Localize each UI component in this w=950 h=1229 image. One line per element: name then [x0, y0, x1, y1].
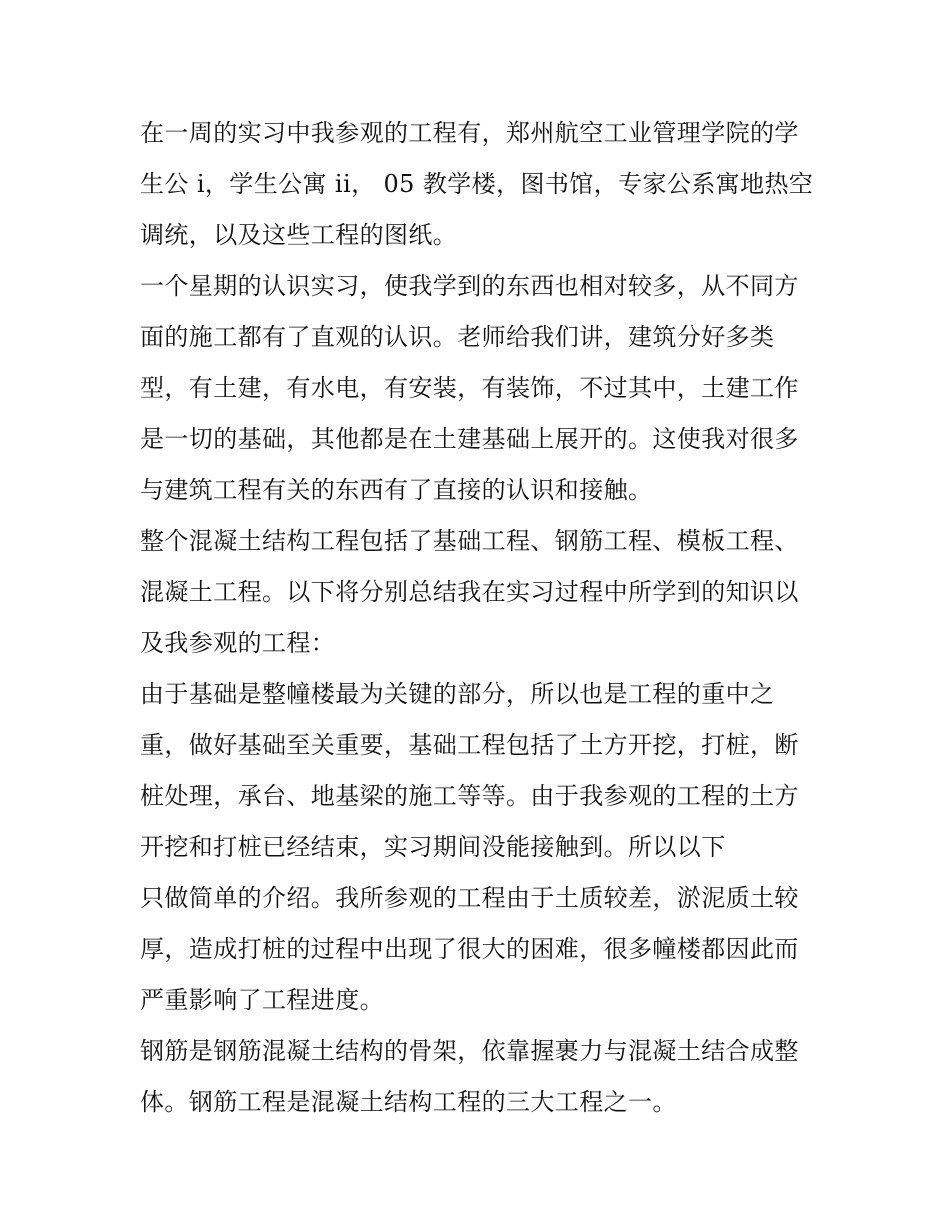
text-line: 与建筑工程有关的东西有了直接的认识和接触。	[140, 476, 653, 504]
text-line: 桩处理，承台、地基梁的施工等等。由于我参观的工程的土方	[140, 782, 799, 810]
text-line: 及我参观的工程：	[140, 629, 336, 657]
text-line: 厚，造成打桩的过程中出现了很大的困难，很多幢楼都因此而	[140, 935, 799, 963]
text-line: 只做简单的介绍。我所参观的工程由于土质较差，淤泥质土较	[140, 884, 799, 912]
document-body	[140, 108, 820, 1128]
text-line: 钢筋是钢筋混凝土结构的骨架，依靠握裹力与混凝土结合成整	[140, 1037, 799, 1065]
text-line: 是一切的基础，其他都是在土建基础上展开的。这使我对很多	[140, 425, 799, 453]
text-line: 由于基础是整幢楼最为关键的部分，所以也是工程的重中之	[140, 680, 775, 708]
text-line: 重，做好基础至关重要，基础工程包括了土方开挖，打桩，断	[140, 731, 799, 759]
text-line: 体。钢筋工程是混凝土结构工程的三大工程之一。	[140, 1088, 677, 1116]
text-line: 整个混凝土结构工程包括了基础工程、钢筋工程、模板工程、	[140, 527, 799, 555]
text-line: 生公 i，学生公寓 ii， 05 教学楼，图书馆，专家公系寓地热空	[140, 170, 814, 198]
text-line: 严重影响了工程进度。	[140, 986, 384, 1014]
text-line: 面的施工都有了直观的认识。老师给我们讲，建筑分好多类	[140, 323, 775, 351]
text-line: 开挖和打桩已经结束，实习期间没能接触到。所以以下	[140, 833, 726, 861]
text-line: 调统，以及这些工程的图纸。	[140, 221, 458, 249]
text-line: 混凝土工程。以下将分别总结我在实习过程中所学到的知识以	[140, 578, 799, 606]
text-line: 一个星期的认识实习，使我学到的东西也相对较多，从不同方	[140, 272, 799, 300]
text-line: 型，有土建，有水电，有安装，有装饰，不过其中，土建工作	[140, 374, 799, 402]
text-line: 在一周的实习中我参观的工程有，郑州航空工业管理学院的学	[140, 119, 799, 147]
